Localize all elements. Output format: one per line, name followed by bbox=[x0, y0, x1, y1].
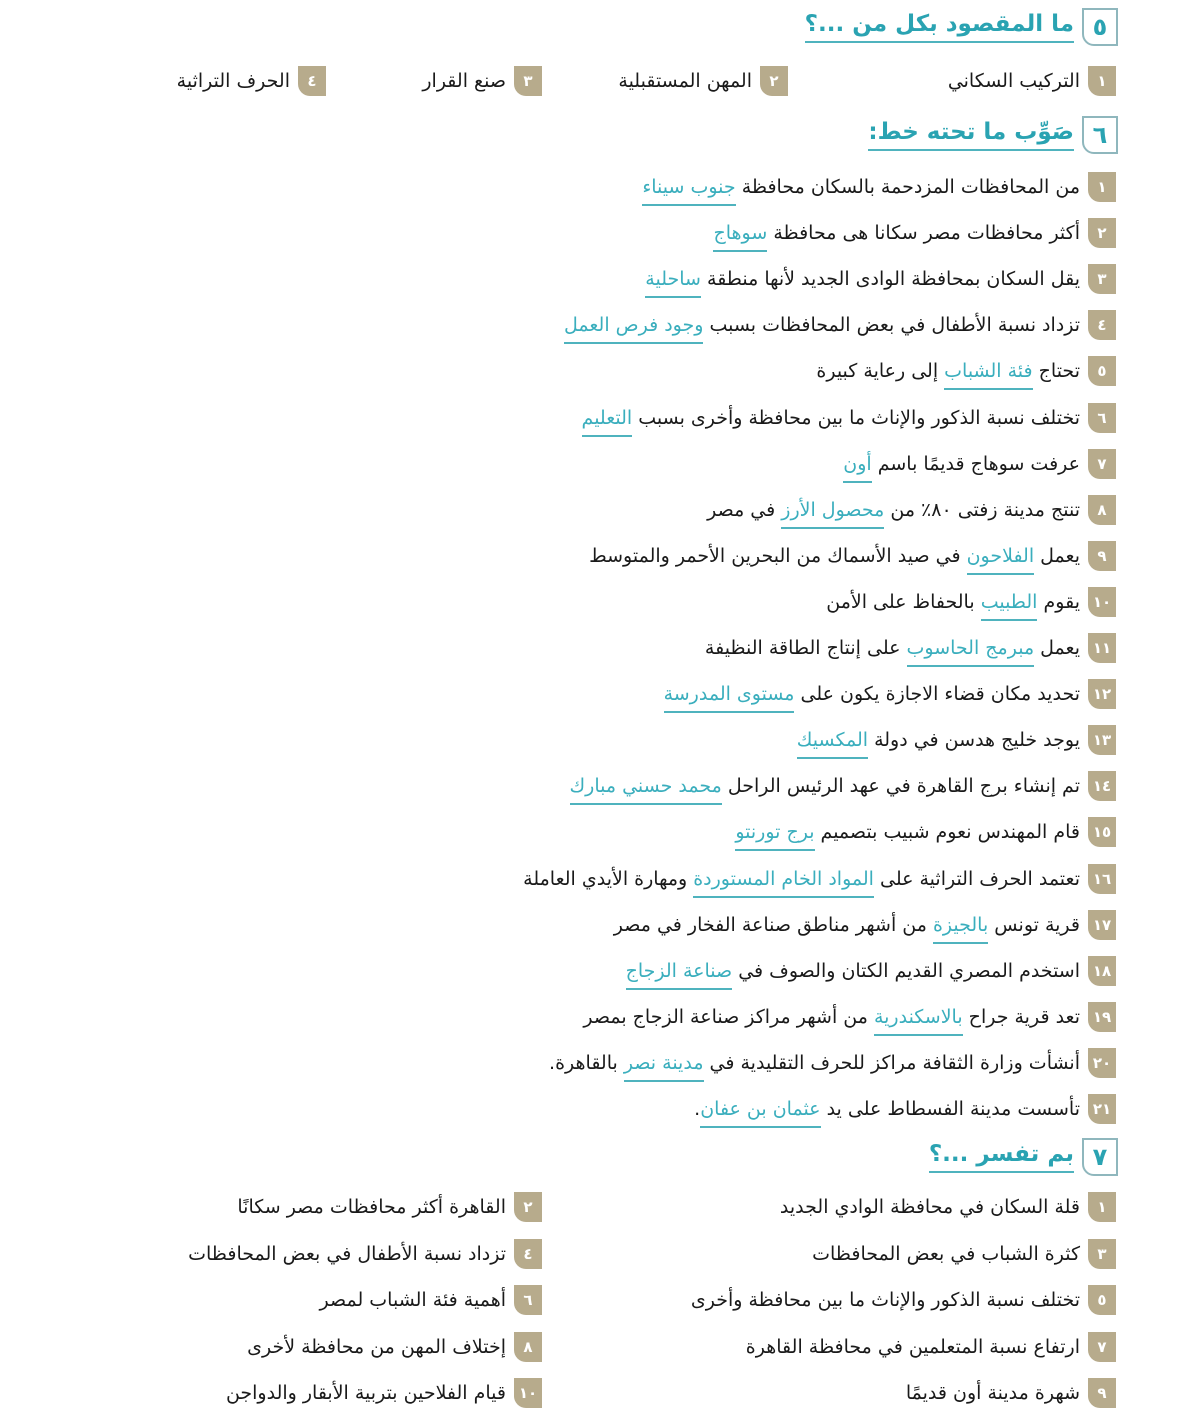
text-after: في مصر bbox=[707, 499, 782, 521]
list-item bbox=[177, 66, 326, 96]
text-before: استخدم المصري القديم الكتان والصوف في bbox=[732, 960, 1080, 982]
text-before: من المحافظات المزدحمة بالسكان محافظة bbox=[735, 176, 1080, 198]
underlined-term: فئة الشباب bbox=[944, 360, 1032, 390]
item-text bbox=[826, 591, 1080, 613]
explain-item bbox=[780, 1192, 1116, 1222]
item-number-badge: ١٦ bbox=[1088, 864, 1116, 894]
item-text: كثرة الشباب في بعض المحافظات bbox=[812, 1243, 1080, 1265]
item-number-badge: ١٧ bbox=[1088, 910, 1116, 940]
explain-item bbox=[812, 1239, 1116, 1269]
item-number-badge: ٢٠ bbox=[1088, 1048, 1116, 1078]
correction-item bbox=[614, 910, 1116, 940]
explain-item bbox=[320, 1285, 542, 1315]
item-number-badge: ١٩ bbox=[1088, 1002, 1116, 1032]
text-before: تم إنشاء برج القاهرة في عهد الرئيس الراحل bbox=[721, 775, 1080, 797]
item-number-badge: ١١ bbox=[1088, 633, 1116, 663]
item-text bbox=[523, 868, 1080, 890]
text-after: . bbox=[694, 1098, 701, 1120]
item-number-badge: ٥ bbox=[1088, 356, 1116, 386]
item-text: الحرف التراثية bbox=[176, 70, 290, 92]
correction-item bbox=[645, 264, 1116, 294]
underlined-term: برج تورنتو bbox=[735, 821, 814, 851]
text-before: يقوم bbox=[1037, 591, 1080, 613]
correction-item bbox=[797, 725, 1116, 755]
correction-item bbox=[664, 679, 1116, 709]
explain-item bbox=[691, 1285, 1116, 1315]
text-before: تعتمد الحرف التراثية على bbox=[873, 868, 1080, 890]
underlined-term: مستوى المدرسة bbox=[664, 683, 795, 713]
correction-item bbox=[843, 449, 1116, 479]
underlined-term: التعليم bbox=[582, 407, 633, 437]
underlined-term: جنوب سيناء bbox=[642, 176, 735, 206]
section-number: ٧ bbox=[1082, 1138, 1118, 1176]
item-number-badge: ٢ bbox=[514, 1192, 542, 1222]
underlined-term: سوهاج bbox=[713, 222, 767, 252]
underlined-term: محمد حسني مبارك bbox=[570, 775, 722, 805]
correction-item bbox=[582, 403, 1116, 433]
item-text bbox=[664, 683, 1080, 705]
underlined-term: صناعة الزجاج bbox=[626, 960, 733, 990]
text-before: أكثر محافظات مصر سكانا هى محافظة bbox=[767, 222, 1080, 244]
text-after: بالحفاظ على الأمن bbox=[826, 591, 981, 613]
item-number-badge: ١٥ bbox=[1088, 817, 1116, 847]
item-text bbox=[705, 637, 1080, 659]
underlined-term: ساحلية bbox=[645, 268, 701, 298]
list-item bbox=[948, 66, 1116, 96]
text-before: يعمل bbox=[1034, 637, 1080, 659]
section-5-heading bbox=[805, 8, 1118, 46]
correction-item bbox=[713, 218, 1116, 248]
item-number-badge: ١ bbox=[1088, 172, 1116, 202]
text-before: تحديد مكان قضاء الاجازة يكون على bbox=[794, 683, 1080, 705]
text-before: تحتاج bbox=[1032, 360, 1080, 382]
section-title: بم تفسر ...؟ bbox=[929, 1141, 1074, 1173]
item-number-badge: ٨ bbox=[1088, 495, 1116, 525]
underlined-term: عثمان بن عفان bbox=[700, 1098, 820, 1128]
explain-item bbox=[906, 1378, 1116, 1408]
section-number: ٦ bbox=[1082, 116, 1118, 154]
correction-item bbox=[694, 1094, 1116, 1124]
item-text: المهن المستقبلية bbox=[618, 70, 752, 92]
item-number-badge: ٤ bbox=[298, 66, 326, 96]
item-text: تختلف نسبة الذكور والإناث ما بين محافظة وأخرى bbox=[690, 1289, 1080, 1311]
correction-item bbox=[564, 310, 1116, 340]
text-before: تأسست مدينة الفسطاط على يد bbox=[820, 1098, 1080, 1120]
item-number-badge: ١٠ bbox=[514, 1378, 542, 1408]
text-after: بالقاهرة. bbox=[549, 1052, 624, 1074]
text-after: على إنتاج الطاقة النظيفة bbox=[704, 637, 907, 659]
correction-item bbox=[816, 356, 1116, 386]
item-number-badge: ٩ bbox=[1088, 1378, 1116, 1408]
text-before: يعمل bbox=[1034, 545, 1080, 567]
text-before: عرفت سوهاج قديمًا باسم bbox=[871, 453, 1080, 475]
text-after: من أشهر مناطق صناعة الفخار في مصر bbox=[613, 914, 933, 936]
item-text: صنع القرار bbox=[422, 70, 506, 92]
text-before: تختلف نسبة الذكور والإناث ما بين محافظة وأخرى بسبب bbox=[632, 407, 1080, 429]
correction-item bbox=[523, 864, 1116, 894]
underlined-term: بالجيزة bbox=[933, 914, 988, 944]
item-text bbox=[626, 960, 1080, 982]
item-number-badge: ٥ bbox=[1088, 1285, 1116, 1315]
item-text bbox=[642, 176, 1080, 198]
item-number-badge: ٢١ bbox=[1088, 1094, 1116, 1124]
text-before: تعد قرية جراح bbox=[962, 1006, 1080, 1028]
item-text: ارتفاع نسبة المتعلمين في محافظة القاهرة bbox=[745, 1336, 1080, 1358]
text-after: إلى رعاية كبيرة bbox=[816, 360, 945, 382]
item-number-badge: ٤ bbox=[1088, 310, 1116, 340]
item-number-badge: ٢ bbox=[760, 66, 788, 96]
item-number-badge: ٣ bbox=[1088, 264, 1116, 294]
item-number-badge: ٩ bbox=[1088, 541, 1116, 571]
correction-item bbox=[626, 956, 1116, 986]
correction-item bbox=[735, 817, 1116, 847]
item-text: التركيب السكاني bbox=[947, 70, 1080, 92]
underlined-term: أون bbox=[843, 453, 871, 483]
item-text: القاهرة أكثر محافظات مصر سكانًا bbox=[237, 1196, 506, 1218]
item-number-badge: ٨ bbox=[514, 1332, 542, 1362]
section-7-heading bbox=[929, 1138, 1118, 1176]
item-text bbox=[735, 821, 1080, 843]
item-text bbox=[713, 222, 1080, 244]
item-number-badge: ١٠ bbox=[1088, 587, 1116, 617]
item-text bbox=[589, 545, 1080, 567]
underlined-term: مبرمج الحاسوب bbox=[907, 637, 1035, 667]
underlined-term: وجود فرص العمل bbox=[564, 314, 703, 344]
section-number: ٥ bbox=[1082, 8, 1118, 46]
text-after: من أشهر مراكز صناعة الزجاج بمصر bbox=[583, 1006, 874, 1028]
item-text bbox=[583, 1006, 1080, 1028]
text-before: قرية تونس bbox=[988, 914, 1080, 936]
explain-item bbox=[188, 1239, 542, 1269]
underlined-term: المواد الخام المستوردة bbox=[693, 868, 874, 898]
section-title: صَوِّب ما تحته خط: bbox=[868, 119, 1074, 151]
item-text bbox=[707, 499, 1080, 521]
item-number-badge: ١٨ bbox=[1088, 956, 1116, 986]
item-text bbox=[843, 453, 1080, 475]
correction-item bbox=[642, 172, 1116, 202]
correction-item bbox=[826, 587, 1116, 617]
underlined-term: بالاسكندرية bbox=[874, 1006, 963, 1036]
correction-item bbox=[589, 541, 1116, 571]
correction-item bbox=[549, 1048, 1116, 1078]
underlined-term: الطبيب bbox=[981, 591, 1038, 621]
list-item bbox=[422, 66, 542, 96]
explain-item bbox=[226, 1378, 542, 1408]
item-number-badge: ٦ bbox=[1088, 403, 1116, 433]
item-number-badge: ٤ bbox=[514, 1239, 542, 1269]
item-number-badge: ٢ bbox=[1088, 218, 1116, 248]
underlined-term: مدينة نصر bbox=[624, 1052, 704, 1082]
item-text: قيام الفلاحين بتربية الأبقار والدواجن bbox=[225, 1382, 506, 1404]
item-text bbox=[582, 407, 1080, 429]
underlined-term: المكسيك bbox=[797, 729, 868, 759]
item-number-badge: ٣ bbox=[514, 66, 542, 96]
item-number-badge: ١ bbox=[1088, 1192, 1116, 1222]
item-text bbox=[570, 775, 1080, 797]
text-before: تزداد نسبة الأطفال في بعض المحافظات بسبب bbox=[703, 314, 1080, 336]
item-number-badge: ١٢ bbox=[1088, 679, 1116, 709]
text-before: تنتج مدينة زفتى ٨٠٪ من bbox=[884, 499, 1080, 521]
item-number-badge: ١٣ bbox=[1088, 725, 1116, 755]
item-number-badge: ١٤ bbox=[1088, 771, 1116, 801]
list-item bbox=[618, 66, 788, 96]
correction-item bbox=[707, 495, 1116, 525]
text-after: في صيد الأسماك من البحرين الأحمر والمتوسط bbox=[589, 545, 967, 567]
item-number-badge: ٧ bbox=[1088, 1332, 1116, 1362]
item-text bbox=[549, 1052, 1080, 1074]
item-number-badge: ١ bbox=[1088, 66, 1116, 96]
item-text bbox=[564, 314, 1080, 336]
item-text: إختلاف المهن من محافظة لأخرى bbox=[247, 1336, 506, 1358]
text-before: يقل السكان بمحافظة الوادى الجديد لأنها منطقة bbox=[700, 268, 1080, 290]
section-6-heading bbox=[868, 116, 1118, 154]
underlined-term: محصول الأرز bbox=[781, 499, 884, 529]
correction-item bbox=[705, 633, 1116, 663]
item-text bbox=[797, 729, 1080, 751]
item-text: قلة السكان في محافظة الوادي الجديد bbox=[779, 1196, 1080, 1218]
item-text: شهرة مدينة أون قديمًا bbox=[905, 1382, 1080, 1404]
text-after: ومهارة الأيدي العاملة bbox=[523, 868, 694, 890]
explain-item bbox=[237, 1192, 542, 1222]
correction-item bbox=[570, 771, 1116, 801]
item-text: تزداد نسبة الأطفال في بعض المحافظات bbox=[188, 1243, 506, 1265]
explain-item bbox=[247, 1332, 542, 1362]
item-text bbox=[816, 360, 1080, 382]
text-before: قام المهندس نعوم شبيب بتصميم bbox=[814, 821, 1080, 843]
text-before: يوجد خليج هدسن في دولة bbox=[868, 729, 1080, 751]
item-text: أهمية فئة الشباب لمصر bbox=[319, 1289, 506, 1311]
text-before: أنشأت وزارة الثقافة مراكز للحرف التقليدية في bbox=[703, 1052, 1080, 1074]
item-text bbox=[614, 914, 1080, 936]
item-number-badge: ٣ bbox=[1088, 1239, 1116, 1269]
correction-item bbox=[583, 1002, 1116, 1032]
item-number-badge: ٦ bbox=[514, 1285, 542, 1315]
explain-item bbox=[746, 1332, 1116, 1362]
item-number-badge: ٧ bbox=[1088, 449, 1116, 479]
underlined-term: الفلاحون bbox=[967, 545, 1035, 575]
item-text bbox=[645, 268, 1080, 290]
section-title: ما المقصود بكل من ...؟ bbox=[805, 11, 1074, 43]
item-text bbox=[694, 1098, 1080, 1120]
